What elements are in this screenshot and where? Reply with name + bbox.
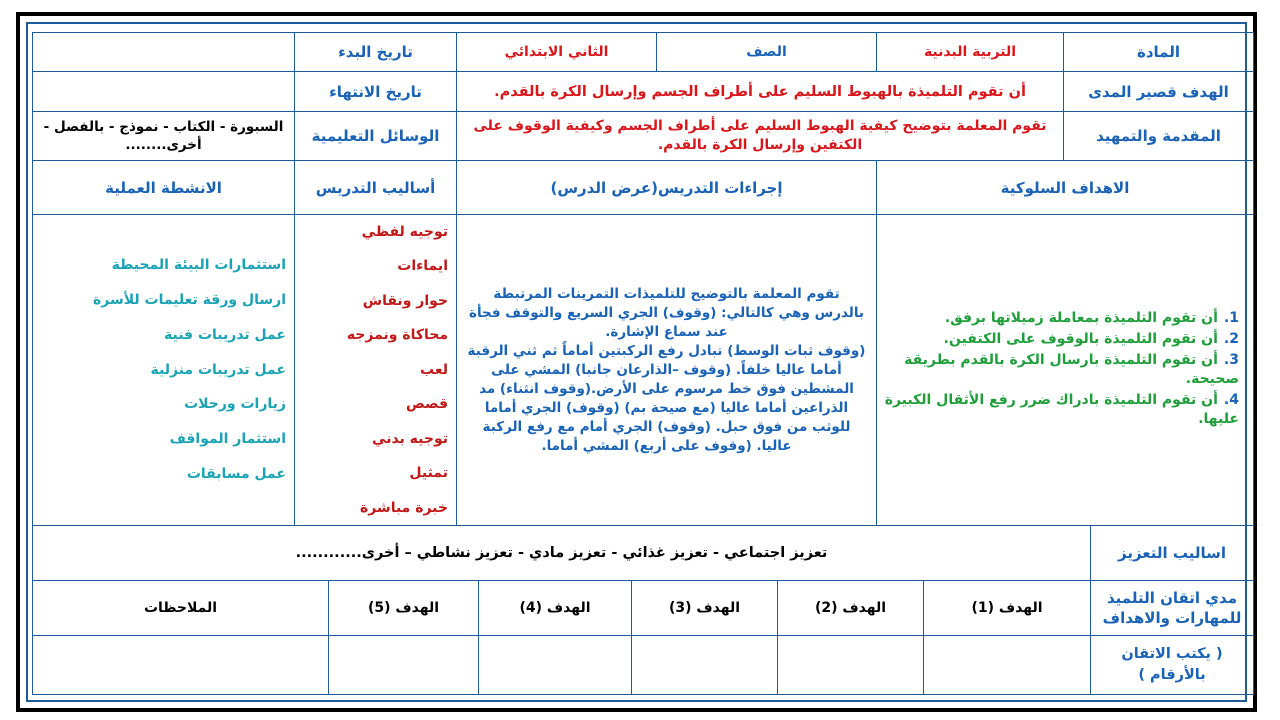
list-text: أن تقوم التلميذة بالوقوف على الكتفين. (943, 331, 1218, 347)
activity-item: عمل تدريبات فنية (164, 326, 286, 343)
activity-item: زيارات ورحلات (184, 396, 286, 413)
mastery-label: مدي اتقان التلميذ للمهارات والاهداف (1090, 580, 1254, 636)
method-item: خبرة مباشرة (359, 499, 448, 516)
list-item (877, 391, 1239, 429)
short-goal-value: أن تقوم التلميذة بالهبوط السليم على أطراف الجسم وإرسال الكرة بالقدم. (456, 71, 1064, 112)
procedures-intro: تقوم المعلمة بالتوضيح للتلميذات التمرينات المرتبطة بالدرس وهي كالتالي: (وقوف) الجري السريع والتوقف فجأة عند سماع الإشارة. (468, 285, 865, 340)
activity-item: ارسال ورقة تعليمات للأسرة (93, 292, 286, 308)
methods-cell (294, 214, 457, 526)
behavioral-goals-list (877, 309, 1253, 431)
notes-header: الملاحظات (32, 580, 329, 636)
list-item (877, 330, 1239, 349)
reinforcement-value: تعزيز اجتماعي - تعزيز غذائي - تعزيز مادي - تعزيز نشاطي – أخرى............ (32, 525, 1091, 581)
list-item (877, 351, 1239, 389)
start-date-value[interactable] (32, 32, 295, 72)
list-number: 1. (1223, 310, 1239, 326)
notes-value[interactable] (32, 635, 329, 695)
goal-1-header: الهدف (1) (923, 580, 1091, 636)
mastery-note: ( يكتب الاتقان بالأرقام ) (1090, 635, 1254, 695)
grade-label: الصف (656, 32, 877, 72)
method-item: قصص (405, 396, 448, 413)
goal-3-score[interactable] (631, 635, 778, 695)
goal-5-header: الهدف (5) (328, 580, 479, 636)
goal-4-header: الهدف (4) (478, 580, 632, 636)
grade-value: الثاني الابتدائي (456, 32, 657, 72)
procedures-cell (456, 214, 877, 526)
goal-2-score[interactable] (777, 635, 924, 695)
list-number: 4. (1223, 392, 1239, 408)
method-item: تمثيل (409, 465, 448, 482)
goal-2-header: الهدف (2) (777, 580, 924, 636)
intro-label: المقدمة والتمهيد (1063, 111, 1254, 161)
behavioral-goals-header: الاهداف السلوكية (876, 160, 1254, 215)
aids-value: السبورة - الكتاب - نموذج - بالفصل - أخرى........ (32, 111, 295, 161)
method-item: ايماءات (397, 258, 448, 275)
activity-item: عمل تدريبات منزلية (150, 361, 286, 378)
behavioral-goals-cell (876, 214, 1254, 526)
activities-cell (32, 214, 295, 526)
activities-header: الانشطة العملية (32, 160, 295, 215)
list-text: أن تقوم التلميذة بارسال الكرة بالقدم بطريقة صحيحة. (904, 352, 1239, 387)
list-number: 3. (1223, 352, 1239, 368)
list-text: أن تقوم التلميذة بمعاملة زميلاتها برفق. (944, 310, 1218, 326)
activity-item: عمل مسابقات (186, 465, 286, 482)
start-date-label: تاريخ البدء (294, 32, 457, 72)
list-item (877, 309, 1239, 328)
reinforcement-label: اساليب التعزيز (1090, 525, 1254, 581)
aids-label: الوسائل التعليمية (294, 111, 457, 161)
method-item: لعب (420, 361, 448, 378)
goal-1-score[interactable] (923, 635, 1091, 695)
method-item: حوار ونقاش (362, 292, 448, 309)
goal-3-header: الهدف (3) (631, 580, 778, 636)
activity-item: استثمار المواقف (169, 431, 286, 448)
short-goal-label: الهدف قصير المدى (1063, 71, 1254, 112)
intro-value: تقوم المعلمة بتوضيح كيفية الهبوط السليم على أطراف الجسم وكيفية الوقوف على الكتفين وإرسال الكرة بالقدم. (456, 111, 1064, 161)
goal-4-score[interactable] (478, 635, 632, 695)
goal-5-score[interactable] (328, 635, 479, 695)
list-number: 2. (1223, 331, 1239, 347)
procedures-header: إجراءات التدريس(عرض الدرس) (456, 160, 877, 215)
subject-value: التربية البدنية (876, 32, 1064, 72)
methods-header: أساليب التدريس (294, 160, 457, 215)
list-text: أن تقوم التلميذة بادراك ضرر رفع الأثقال الكبيرة عليها. (884, 392, 1239, 427)
method-item: محاكاة ونمزجه (346, 327, 448, 344)
method-item: توجيه لفظي (361, 223, 448, 240)
procedures-exercises: (وقوف ثبات الوسط) تبادل رفع الركبتين أماماً ثم ثني الرقبة أماما عاليا خلفاً. (وقوف –الذارعان جانبا) المشي على المشطين فوق خط مرسوم على الأرض.(وقوف انثناء) مد الذراعين أماما عاليا (مع صيحة بم) (وقوف) الجري أماما للوثب من فوق حبل. (وقوف) الجري أمام مع رفع الركبة عاليا. (وقوف على أربع) المشي أماما. (467, 342, 866, 454)
end-date-value[interactable] (32, 71, 295, 112)
method-item: توجيه بدني (372, 430, 448, 447)
activity-item: استثمارات البيئة المحيطة (111, 257, 286, 274)
subject-label: المادة (1063, 32, 1254, 72)
end-date-label: تاريخ الانتهاء (294, 71, 457, 112)
